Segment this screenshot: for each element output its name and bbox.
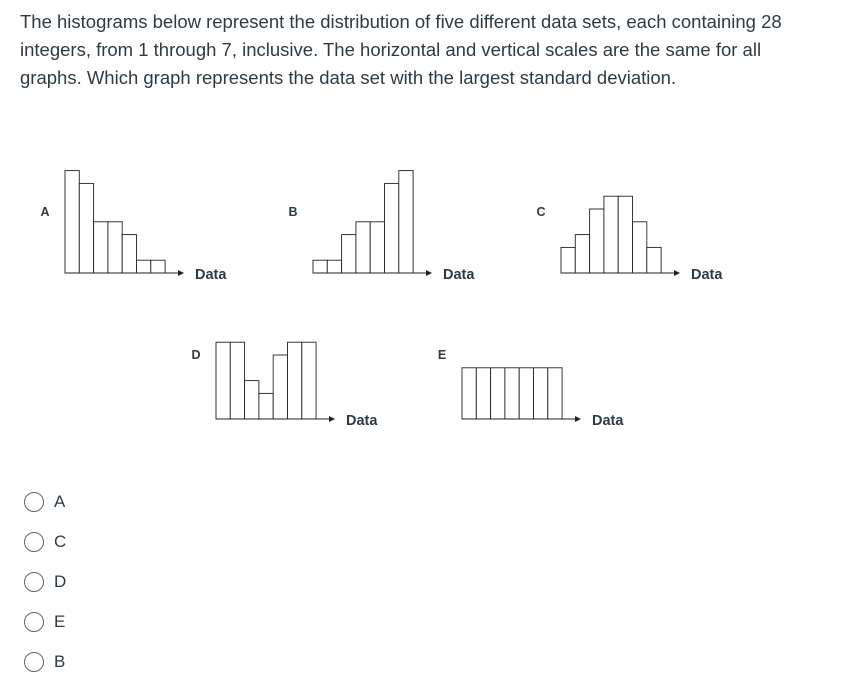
histogram-bar bbox=[590, 209, 604, 273]
histogram-bar bbox=[548, 368, 562, 419]
histogram-bar bbox=[519, 368, 533, 419]
histogram-bar bbox=[462, 368, 476, 419]
histogram-bar bbox=[302, 342, 316, 419]
histogram-bar bbox=[137, 260, 151, 273]
histogram-bar bbox=[65, 171, 79, 273]
option-label: B bbox=[54, 652, 66, 671]
option-d[interactable] bbox=[24, 562, 66, 602]
radio-icon[interactable] bbox=[24, 532, 44, 552]
radio-icon[interactable] bbox=[24, 572, 44, 592]
x-axis-label: Data bbox=[443, 267, 475, 283]
histogram-bar bbox=[370, 222, 384, 273]
histogram-bar bbox=[561, 247, 575, 273]
histogram-bar bbox=[647, 247, 661, 273]
histogram-bar bbox=[342, 235, 356, 273]
histogram-bar bbox=[399, 171, 413, 273]
option-label: E bbox=[54, 612, 66, 631]
histogram-bar bbox=[230, 342, 244, 419]
chart-title: D bbox=[191, 348, 201, 362]
option-e[interactable] bbox=[24, 602, 66, 642]
histogram-bar bbox=[108, 222, 122, 273]
answer-options bbox=[24, 482, 66, 682]
histogram-bar bbox=[633, 222, 647, 273]
x-axis-label: Data bbox=[195, 267, 227, 283]
histogram-bar bbox=[259, 393, 273, 419]
histogram-bar bbox=[476, 368, 490, 419]
histogram-bar bbox=[79, 183, 93, 273]
histogram-bar bbox=[575, 235, 589, 273]
option-b[interactable] bbox=[24, 642, 66, 682]
radio-icon[interactable] bbox=[24, 492, 44, 512]
histogram-bar bbox=[534, 368, 548, 419]
chart-title: C bbox=[536, 205, 546, 219]
histogram-bar bbox=[356, 222, 370, 273]
histogram-bar bbox=[505, 368, 519, 419]
chart-title: B bbox=[288, 205, 298, 219]
histogram-bar bbox=[491, 368, 505, 419]
histogram-bar bbox=[604, 196, 618, 273]
radio-icon[interactable] bbox=[24, 652, 44, 672]
histogram-bar bbox=[313, 260, 327, 273]
option-a[interactable] bbox=[24, 482, 66, 522]
option-c[interactable] bbox=[24, 522, 66, 562]
radio-icon[interactable] bbox=[24, 612, 44, 632]
histogram-bar bbox=[216, 342, 230, 419]
option-label: A bbox=[54, 492, 66, 511]
histogram-bar bbox=[273, 355, 287, 419]
histogram-bar bbox=[245, 381, 259, 419]
chart-title: E bbox=[437, 348, 447, 362]
x-axis-label: Data bbox=[691, 267, 723, 283]
histogram-bar bbox=[94, 222, 108, 273]
option-label: C bbox=[54, 532, 67, 551]
chart-title: A bbox=[40, 205, 50, 219]
histogram-bar bbox=[618, 196, 632, 273]
histogram-bar bbox=[122, 235, 136, 273]
option-label: D bbox=[54, 572, 67, 591]
histogram-bar bbox=[327, 260, 341, 273]
x-axis-label: Data bbox=[346, 413, 378, 429]
histogram-bar bbox=[151, 260, 165, 273]
histogram-bar bbox=[385, 183, 399, 273]
x-axis-label: Data bbox=[592, 413, 624, 429]
histogram-bar bbox=[288, 342, 302, 419]
question-text: The histograms below represent the distribution of five different data sets, each containing 28 integers, from 1 through 7, inclusive. The horizontal and vertical scales are the same for all graphs. Which graph represents the data set with the largest standard deviation. bbox=[20, 11, 782, 88]
